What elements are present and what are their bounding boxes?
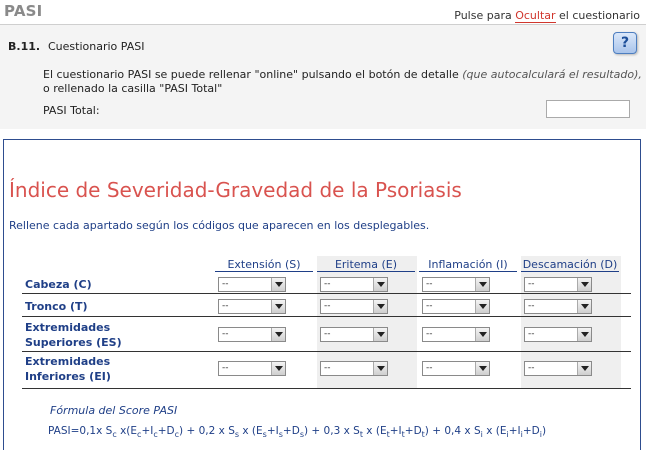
chevron-down-icon[interactable] [373, 328, 387, 341]
chevron-down-icon[interactable] [577, 328, 591, 341]
chevron-down-icon[interactable] [271, 362, 285, 375]
chevron-down-icon[interactable] [373, 278, 387, 291]
chevron-down-icon[interactable] [271, 278, 285, 291]
score-select[interactable]: -- [218, 299, 286, 314]
score-select[interactable]: -- [524, 299, 592, 314]
row-label: Tronco (T) [25, 300, 88, 313]
chevron-down-icon[interactable] [577, 362, 591, 375]
chevron-down-icon[interactable] [475, 278, 489, 291]
question-code: B.11. [8, 40, 41, 53]
hint-suffix: el cuestionario [559, 9, 640, 22]
row-divider [22, 293, 631, 294]
description-italic: (que autocalculará el resultado), [462, 68, 642, 81]
help-icon[interactable]: ? [613, 32, 637, 54]
pasi-formula: PASI=0,1x $S_c$ $x(E_c+I_c+D_c) + 0,2$ x $S_s$ x $(E_s+I_s+D_s) + 0,3$ x $S_t$ x $(E_t+I_t+D_t) + 0,4$ x $S_i$ x $(E_i+I_i+D_i)$ [48, 425, 547, 440]
question-description-line2: o rellenado la casilla "PASI Total" [43, 82, 223, 95]
score-select[interactable]: -- [524, 361, 592, 376]
score-select[interactable]: -- [422, 299, 490, 314]
chevron-down-icon[interactable] [577, 300, 591, 313]
column-underline [215, 271, 313, 272]
column-underline [521, 271, 619, 272]
column-underline [419, 271, 517, 272]
question-title: Cuestionario PASI [48, 40, 145, 53]
row-label: Extremidades Inferiores (EI) [25, 355, 111, 383]
question-description-line1 [43, 68, 642, 81]
chevron-down-icon[interactable] [577, 278, 591, 291]
chevron-down-icon[interactable] [271, 328, 285, 341]
hint-prefix: Pulse para [454, 9, 512, 22]
score-select[interactable]: -- [320, 277, 388, 292]
toggle-hint [454, 9, 640, 22]
row-label: Extremidades Superiores (ES) [25, 321, 122, 349]
chevron-down-icon[interactable] [373, 362, 387, 375]
row-divider [22, 316, 631, 317]
score-select[interactable]: -- [524, 327, 592, 342]
row-label: Cabeza (C) [25, 278, 92, 291]
column-underline [317, 271, 415, 272]
score-select[interactable]: -- [218, 361, 286, 376]
column-header: Descamación (D) [522, 258, 618, 271]
chevron-down-icon[interactable] [373, 300, 387, 313]
chevron-down-icon[interactable] [271, 300, 285, 313]
score-select[interactable]: -- [320, 361, 388, 376]
description-text: El cuestionario PASI se puede rellenar "online" pulsando el botón de detalle [43, 68, 459, 81]
score-select[interactable]: -- [422, 361, 490, 376]
score-select[interactable]: -- [524, 277, 592, 292]
row-divider [22, 388, 631, 389]
chevron-down-icon[interactable] [475, 362, 489, 375]
score-select[interactable]: -- [320, 299, 388, 314]
score-select[interactable]: -- [320, 327, 388, 342]
hide-questionnaire-link[interactable]: Ocultar [515, 9, 556, 22]
pasi-total-input[interactable] [546, 100, 630, 118]
score-select[interactable]: -- [422, 277, 490, 292]
form-title: Índice de Severidad-Gravedad de la Psoriasis [9, 178, 462, 202]
pasi-total-label: PASI Total: [43, 104, 100, 117]
chevron-down-icon[interactable] [475, 300, 489, 313]
column-header: Extensión (S) [227, 258, 301, 271]
column-header: Eritema (E) [334, 258, 398, 271]
form-instructions: Rellene cada apartado según los códigos que aparecen en los desplegables. [9, 219, 430, 232]
column-header: Inflamación (I) [428, 258, 508, 271]
row-divider [22, 351, 631, 352]
score-select[interactable]: -- [218, 327, 286, 342]
formula-title: Fórmula del Score PASI [50, 404, 178, 417]
score-select[interactable]: -- [422, 327, 490, 342]
window-title: PASI [4, 2, 43, 20]
chevron-down-icon[interactable] [475, 328, 489, 341]
score-select[interactable]: -- [218, 277, 286, 292]
